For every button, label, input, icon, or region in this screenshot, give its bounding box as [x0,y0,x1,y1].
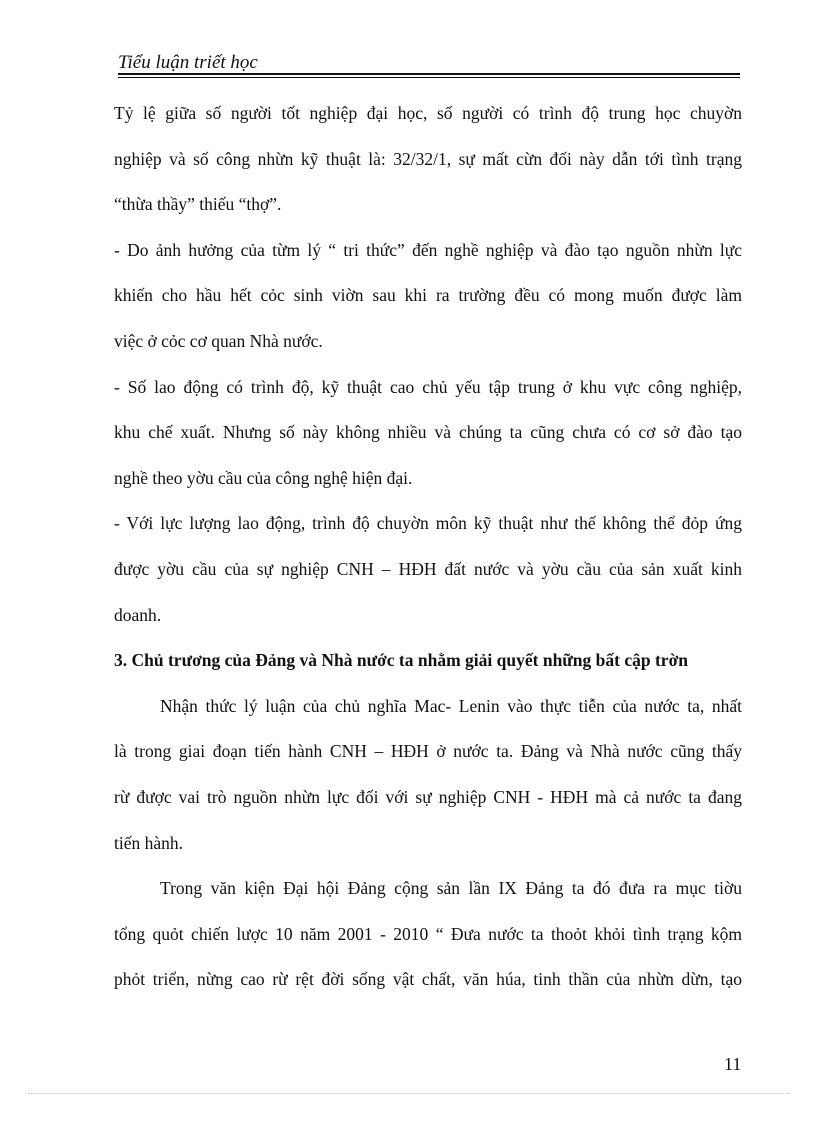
paragraph-line: tổng quỏt chiến lược 10 năm 2001 - 2010 “ Đưa nước ta thoỏt khỏi tình trạng kộm [114,923,742,944]
paragraph-line: “thừa thầy” thiếu “thợ”. [114,194,282,215]
paragraph-line: là trong giai đoạn tiến hành CNH – HĐH ở nước ta. Đảng và Nhà nước cũng thấy [114,741,742,762]
paragraph-line: nghiệp và số công nhừn kỹ thuật là: 32/32/1, sự mất cừn đối này dẫn tới tình trạng [114,148,742,169]
paragraph-line: việc ở cỏc cơ quan Nhà nước. [114,330,323,351]
paragraph-line: khu chế xuất. Nhưng số này không nhiều và chúng ta cũng chưa có cơ sở đào tạo [114,422,742,443]
paragraph-line: doanh. [114,604,162,625]
page-number: 11 [724,1054,742,1074]
paragraph-line: nghề theo yờu cầu của công nghệ hiện đại. [114,467,413,488]
paragraph-line: Tỷ lệ giữa số người tốt nghiệp đại học, số người có trình độ trung học chuyờn [114,103,742,123]
paragraph-line: rừ được vai trò nguồn nhừn lực đối với sự nghiệp CNH - HĐH mà cả nước ta đang [114,786,742,807]
paragraph-line: khiến cho hầu hết cỏc sinh viờn sau khi ra trường đều có mong muốn được làm [114,285,742,306]
paragraph-line: Nhận thức lý luận của chủ nghĩa Mac- Lenin vào thực tiễn của nước ta, nhất [160,695,742,716]
paragraph-line: được yờu cầu của sự nghiệp CNH – HĐH đất nước và yờu cầu của sản xuất kinh [114,558,742,579]
paragraph-line: - Với lực lượng lao động, trình độ chuyờn môn kỹ thuật như thế không thể đỏp ứng [114,513,742,534]
body-text [114,98,742,1010]
paragraph-line: - Số lao động có trình độ, kỹ thuật cao chủ yếu tập trung ở khu vực công nghiệp, [114,376,742,397]
section-heading: 3. Chủ trương của Đảng và Nhà nước ta nhằm giải quyết những bất cập trờn [114,650,688,671]
paragraph-line: Trong văn kiện Đại hội Đảng cộng sản lần IX Đảng ta đó đưa ra mục tiờu [160,878,742,899]
paragraph-line: tiến hành. [114,832,184,853]
header-rule-thin [118,77,740,78]
paragraph-line: phỏt triển, nừng cao rừ rệt đời sống vật chất, văn húa, tinh thần của nhừn dừn, tạo [114,969,742,990]
paragraph-line: - Do ảnh hưởng của từm lý “ tri thức” đến nghề nghiệp và đào tạo nguồn nhừn lực [114,239,742,260]
header-title: Tiểu luận triết học [118,52,258,73]
page-bottom-divider [28,1093,790,1094]
running-header [118,52,740,76]
header-rule-thick [118,73,740,75]
